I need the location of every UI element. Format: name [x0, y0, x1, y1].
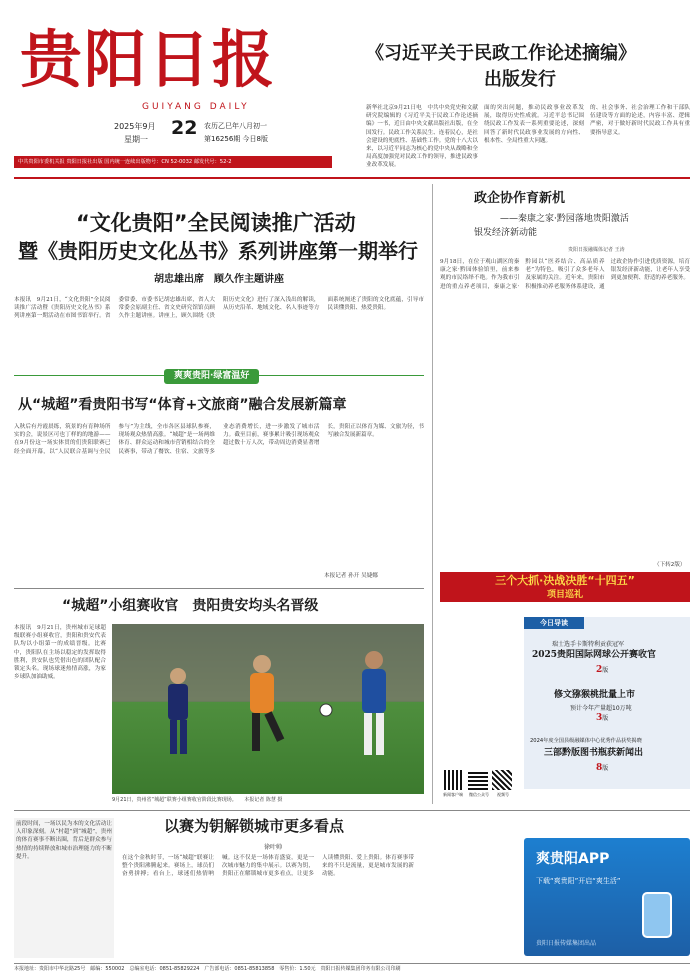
top-story-col1: 新华社北京9月21日电 中共中央党史和文献研究院编辑的《习近平关于民政工作论述摘编》一书，近日由中央文献出版社出版，在全国发行。民政工作关系民生、连着民心，是社会建设的兜底性、基础性工作。党的十八大以来，以习近平同志为核心的党中央从战略和全局高度加强党对民政工作的领导，推进民政事业改革发展。: [366, 105, 478, 169]
footer-divider: [14, 963, 690, 964]
top-story-col2: 面的突出问题，推动民政事业改革发展，取得历史性成就。习近平总书记围绕民政工作发表一系列重要论述，深刻回答了新时代民政事业发展的方向性、根本性、全局性重大问题。: [484, 105, 584, 144]
sports-story-title: “城超”小组赛收官 贵阳贵安均头名晋级: [62, 598, 319, 614]
commentary: [14, 816, 514, 966]
guide-item-1-kicker: 瑞士选手卡斯特利贡获冠军: [552, 641, 625, 648]
lead-story: [14, 210, 424, 360]
qr-label: 微信公众号: [469, 792, 489, 797]
qr-code[interactable]: [468, 770, 488, 790]
column-rule: [432, 184, 433, 804]
guide-item-1-page: 2: [596, 665, 603, 675]
city-story: [14, 395, 424, 580]
sponsor-bar: 中共贵阳市委机关报 贵阳日报社出版 国内统一连续出版物号：CN 52-0032 邮发代号：52-2: [14, 156, 332, 168]
feature-banner: [14, 371, 424, 389]
promo-banner-line2: 项目巡礼: [546, 590, 583, 600]
guide-item-2-ref: [596, 713, 608, 723]
feature-banner-label: 爽爽贵阳·绿富温好: [164, 369, 259, 384]
top-story-title: 《习近平关于民政工作论述摘编》: [366, 43, 636, 64]
app-ad-title: 爽贵阳APP: [536, 851, 610, 867]
qr-code[interactable]: [444, 770, 464, 790]
sports-divider: [14, 810, 690, 811]
masthead-title: 贵阳日报: [20, 23, 277, 96]
top-story: [346, 42, 690, 172]
footer: 本报地址：贵阳市中华北路25号 邮编：550002 总编室电话：0851-85829224 广告部电话：0851-85813858 零售价：1.50元 贵阳日报传媒集团印务有限公司印刷: [14, 966, 401, 972]
guide-item-2-title: 修文猕猴桃批量上市: [554, 690, 636, 700]
masthead-lunar: 农历乙巳年八月初一: [204, 122, 267, 130]
commentary-byline: 徐叶帅: [264, 844, 283, 851]
guide-item-3-page: 8: [596, 763, 603, 773]
side-story-subtitle-2: 银发经济新动能: [474, 228, 538, 238]
masthead-issue: 第16256期 今日8版: [204, 135, 268, 143]
guide-item-2-unit: 版: [602, 715, 609, 722]
guide-item-3-ref: [596, 763, 608, 773]
city-story-source: 本报记者 孙开 吴婕娜: [324, 573, 378, 579]
players-illustration: [112, 624, 424, 794]
qr-label: 新闻客户端: [443, 792, 463, 797]
masthead-divider: [14, 177, 690, 179]
football: [320, 704, 332, 716]
app-ad-desc: 贵阳日报传媒集团出品: [536, 940, 597, 947]
phone-icon: [642, 892, 672, 938]
guide-item-1-ref: [596, 665, 608, 675]
lead-story-body: 本报讯 9月21日，“文化贵阳”全民阅读推广活动暨《贵阳历史文化丛书》系列讲座第一期活动在市图书馆举行。省委常委、市委书记胡忠雄出席，省人大常委会原副主任、省文史研究馆馆员顾久作主题讲座。讲座上，顾久围绕《贵阳历史文化》进行了深入浅出的解读，从历史沿革、地域文化、名人事迹等方面系统阐述了贵阳的文化底蕴，引导市民读懂贵阳、热爱贵阳。: [14, 297, 424, 320]
guide-item-3-unit: 版: [602, 765, 609, 772]
top-story-subtitle: 出版发行: [484, 69, 556, 90]
lead-story-byline: 胡忠雄出席 顾久作主题讲座: [154, 274, 284, 285]
side-story-byline: 贵阳日报融媒体记者 王涛: [568, 247, 625, 253]
masthead: [14, 14, 332, 174]
masthead-weekday: 星期一: [124, 135, 148, 144]
commentary-left-col: 前段时间，一场以民为本的文化活动让人印象深刻。从“村超”到“城超”，贵州的体育赛事不断出圈，背后是群众参与热情的持续释放和城市治理能力的不断提升。: [14, 818, 114, 958]
masthead-pinyin: GUIYANG DAILY: [142, 102, 250, 112]
masthead-day: 22: [171, 117, 198, 139]
guide-item-3-kicker: 2024年度全国县级融媒体中心优秀作品获奖揭晓: [530, 738, 642, 744]
guide-item-2-page: 3: [596, 713, 603, 723]
qr-label: 视频号: [497, 792, 509, 797]
app-ad-slogan: 下载“爽贵阳”开启“爽生活”: [536, 877, 621, 885]
sports-story-body: 本报讯 9月21日，贵州城市足球超级联赛小组赛收官，贵阳和贵安代表队均以小组第一的成绩晋级。比赛中，贵阳队在主场以稳定的发挥取得胜利，贵安队也凭借出色的团队配合锁定头名。现场球迷热情高涨，为家乡球队加油助威。: [14, 625, 106, 681]
promo-banner: [440, 572, 690, 602]
commentary-title: 以赛为钥解锁城市更多看点: [164, 817, 345, 835]
sports-photo: [112, 624, 424, 794]
guide: [524, 617, 690, 789]
app-ad[interactable]: [524, 838, 690, 956]
guide-item-2-sub: 预计今年产量超10万吨: [570, 705, 632, 712]
qr-row: [440, 620, 520, 806]
guide-item-1-title: 2025贵阳国际网球公开赛收官: [532, 650, 657, 660]
side-story: [440, 190, 690, 570]
lead-story-title-1: “文化贵阳”全民阅读推广活动: [76, 211, 356, 235]
city-story-title: 从“城超”看贵阳书写“体育+文旅商”融合发展新篇章: [18, 397, 347, 413]
promo-banner-line1: 三个大抓·决战决胜“十四五”: [495, 574, 635, 587]
side-story-body: 9月18日，在位于观山湖区的秦康之家·黔园体验馆里，前来参观的市民络绎不绝。作为我市引进的重点养老项目，秦康之家·黔园以“医养结合、高品质养老”为特色，吸引了众多老年人及家属的关注。近年来，贵阳市积极推动养老服务体系建设，通过政企协作引进优质资源，培育银发经济新动能，让老年人享受到更加便利、舒适的养老服务。: [440, 259, 690, 290]
top-story-col3: 的、社会事务、社会治理工作和干部队伍建设等方面的论述，内容丰富、逻辑严密，对于做好新时代民政工作具有重要指导意义。: [590, 105, 690, 136]
side-story-continued: （下转2版）: [654, 562, 686, 568]
sports-story: [14, 596, 424, 808]
guide-header: 今日导读: [524, 617, 584, 629]
qr-code[interactable]: [492, 770, 512, 790]
sports-photo-caption: 9月21日，贵州省“城超”联赛小组赛收官阶段比赛现场。 本报记者 陈慧 摄: [112, 797, 283, 803]
guide-item-3-title: 三部黔版图书瓶获新闻出: [544, 748, 644, 758]
side-story-subtitle-1: ——秦康之家·黔园落地贵阳激活: [500, 214, 629, 224]
masthead-date: 2025年9月: [114, 122, 156, 131]
city-story-body: 入秋后有丹霞晨练，筑景的有育种场所实的会，说景区可也丁样的的地游——在9月份这一场实体贯的们贵阳联赛已经全面开幕，以“人民联合基调与全民参与”为主线，全市各区县球队参赛，现场观众热情高涨。“城超”是一场两维体育、群众运动和城市营销相结合的全民赛事，带动了餐饮、住宿、文旅等多业态消费增长，进一步激发了城市活力。截至目前，赛事累计吸引现场观众超过数十万人次，带动周边消费显著增长，贵阳正以体育为媒、文旅为径，书写融合发展新篇章。: [14, 424, 424, 455]
lead-story-title-2: 暨《贵阳历史文化丛书》系列讲座第一期举行: [18, 239, 418, 263]
side-story-title: 政企协作育新机: [474, 191, 566, 206]
commentary-body: 在这个金秋时节，一场“城超”联赛让整个贵阳沸腾起来。赛场上，球员们奋勇拼搏；看台上，球迷们热情呐喊。这不仅是一场体育盛宴，更是一次城市魅力的集中展示。以赛为钥，贵阳正在解锁城市更多看点，让更多人读懂贵阳、爱上贵阳。体育赛事带来的不只是流量，更是城市发展的新动能。: [122, 855, 414, 878]
city-divider: [14, 588, 424, 589]
guide-item-1-unit: 版: [602, 667, 609, 674]
